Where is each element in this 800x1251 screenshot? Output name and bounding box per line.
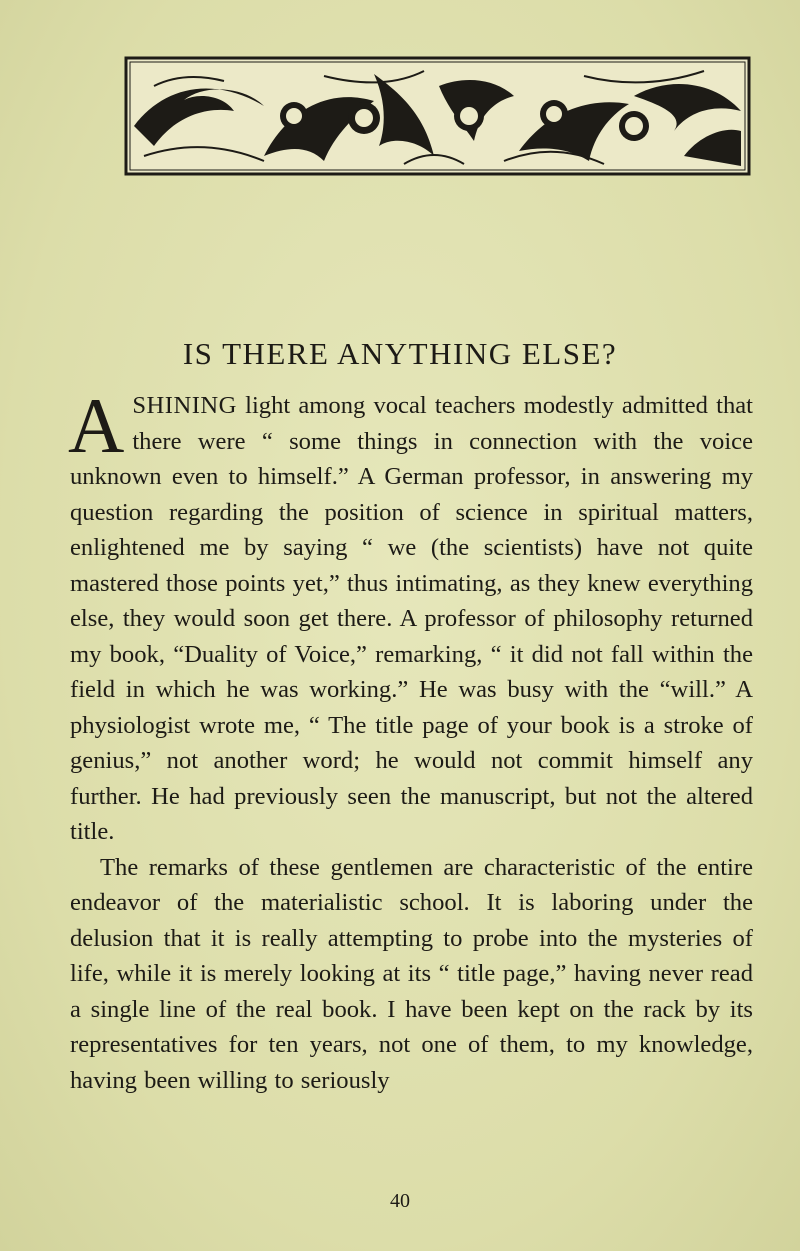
lead-in-caps: SHINING (132, 392, 237, 419)
chapter-title: IS THERE ANYTHING ELSE? (182, 336, 618, 371)
decorative-scroll-ornament-icon (124, 56, 751, 176)
drop-cap: A (68, 382, 125, 469)
paragraph-2: The remarks of these gentlemen are characteristic of the entire endeavor of the materialistic school. It is laboring under the delusion that it is really attempting to probe into the mysteries of life, while it is merely looking at its “ title page,” having never read a single line of the real book. I have been kept on the rack by its representatives for ten years, not one of them, to my knowledge, having been willing to seriously (70, 853, 753, 1094)
chapter-body (68, 382, 753, 1098)
paragraph-1 (68, 382, 753, 850)
page-number: 40 (390, 1190, 410, 1212)
paragraph-1-text: light among vocal teachers modestly admitted that there were “ some things in connection with the voice unknown even to himself.” A German professor, in answering my question regarding the position of science in spiritual matters, enlightened me by saying “ we (the scientists) have not quite mastered those points yet,” thus intimating, as they knew everything else, they would soon get there. A professor of philosophy returned my book, “Duality of Voice,” remarking, “ it did not fall within the field in which he was working.” He was busy with the “will.” A physiologist wrote me, “ The title page of your book is a stroke of genius,” not another word; he would not commit himself any further. He had previously seen the manuscript, but not the altered title. (70, 392, 753, 845)
